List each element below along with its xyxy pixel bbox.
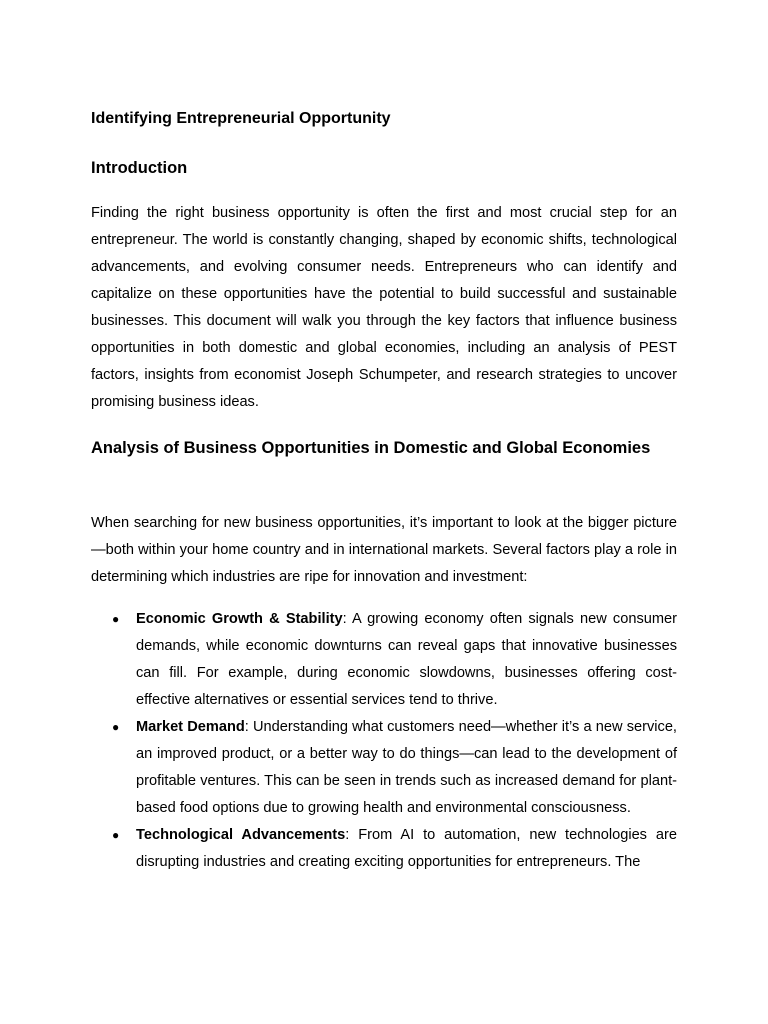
bullet-term: Market Demand bbox=[136, 719, 245, 735]
bullet-text: : Understanding what customers need—whether it’s a new service, an improved product, or a better way to do things—can lead to the development of profitable ventures. This can be seen in trends such as increased demand for plant-based food options due to growing health and environmental consciousness. bbox=[136, 719, 677, 816]
bullet-text: : From AI to automation, new technologies are disrupting industries and creating exciting opportunities for entrepreneurs. The bbox=[136, 827, 677, 870]
bullet-dot-icon: ● bbox=[112, 828, 120, 842]
bullet-dot-icon: ● bbox=[112, 720, 120, 734]
bullet-term: Technological Advancements bbox=[136, 827, 346, 843]
bullet-item-economic-growth bbox=[91, 606, 677, 714]
analysis-section-heading: Analysis of Business Opportunities in Domestic and Global Economies bbox=[91, 439, 651, 457]
bullet-dot-icon: ● bbox=[112, 612, 120, 626]
analysis-section-paragraph: When searching for new business opportunities, it’s important to look at the bigger picture—both within your home country and in international markets. Several factors play a role in determining which industries are ripe for innovation and investment: bbox=[91, 515, 677, 585]
factor-bullet-list bbox=[91, 606, 677, 876]
introduction-heading: Introduction bbox=[91, 159, 188, 177]
introduction-paragraph: Finding the right business opportunity is often the first and most crucial step for an entrepreneur. The world is constantly changing, shaped by economic shifts, technological advancements, and evolving consumer needs. Entrepreneurs who can identify and capitalize on these opportunities have the potential to build successful and sustainable businesses. This document will walk you through the key factors that influence business opportunities in both domestic and global economies, including an analysis of PEST factors, insights from economist Joseph Schumpeter, and research strategies to uncover promising business ideas. bbox=[91, 205, 677, 410]
bullet-item-technological-advancements bbox=[91, 822, 677, 876]
bullet-term: Economic Growth & Stability bbox=[136, 611, 343, 627]
bullet-item-market-demand bbox=[91, 714, 677, 822]
document-title: Identifying Entrepreneurial Opportunity bbox=[91, 110, 391, 127]
bullet-text: : A growing economy often signals new consumer demands, while economic downturns can reveal gaps that innovative businesses can fill. For example, during economic slowdowns, businesses offering cost-effective alternatives or essential services tend to thrive. bbox=[136, 611, 677, 708]
